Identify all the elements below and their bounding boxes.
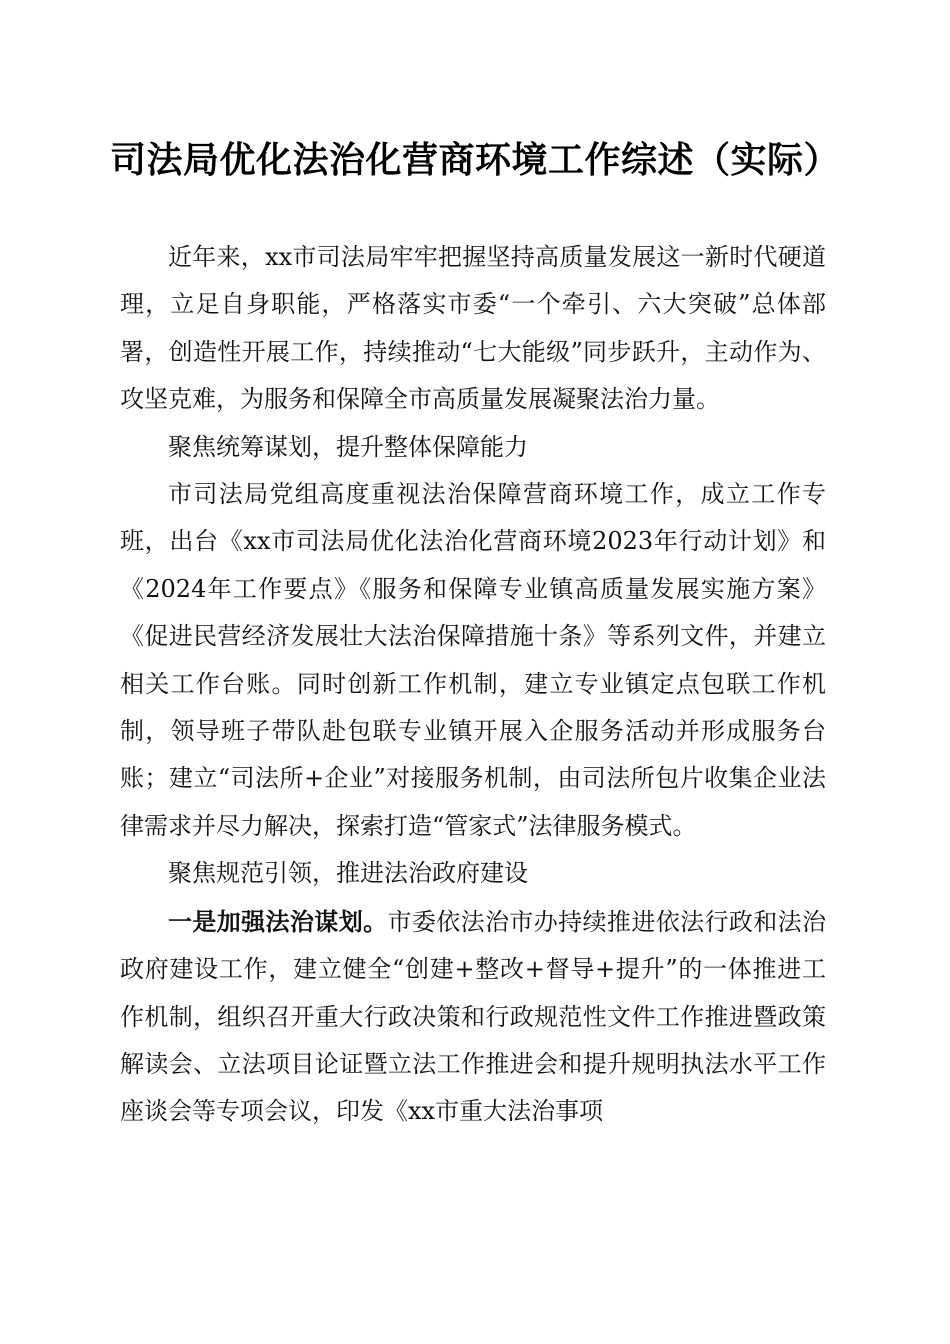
paragraph-planning (120, 471, 826, 850)
paragraph-text: 近年来，xx市司法局牢牢把握坚持高质量发展这一新时代硬道理，立足自身职能，严格落实市委“一个牵引、六大突破”总体部署，创造性开展工作，持续推动“七大能级”同步跃升，主动作为、攻坚克难，为服务和保障全市高质量发展凝聚法治力量。 (120, 243, 826, 414)
paragraph-rule-of-law (120, 898, 826, 1136)
document-title: 司法局优化法治化营商环境工作综述（实际） (109, 139, 840, 181)
section-heading-planning (120, 424, 826, 471)
paragraph-text: 聚焦统筹谋划，提升整体保障能力 (168, 432, 528, 461)
paragraph-text: 市司法局党组高度重视法治保障营商环境工作，成立工作专班，出台《xx市司法局优化法治化营商环境2023年行动计划》和《2024年工作要点》《服务和保障专业镇高质量发展实施方案》《促进民营经济发展壮大法治保障措施十条》等系列文件，并建立相关工作台账。同时创新工作机制，建立专业镇定点包联工作机制，领导班子带队赴包联专业镇开展入企服务活动并形成服务台账；建立“司法所+企业”对接服务机制，由司法所包片收集企业法律需求并尽力解决，探索打造“管家式”法律服务模式。 (120, 480, 826, 840)
paragraph-lead: 一是加强法治谋划。 (168, 906, 388, 936)
paragraph-intro (120, 234, 826, 424)
document-body (120, 234, 826, 1136)
paragraph-text: 聚焦规范引领，推进法治政府建设 (168, 859, 528, 888)
paragraph-text: 市委依法治市办持续推进依法行政和法治政府建设工作，建立健全“创建+整改+督导+提升”的一体推进工作机制，组织召开重大行政决策和行政规范性文件工作推进暨政策解读会、立法项目论证暨立法工作推进会和提升规明执法水平工作座谈会等专项会议，印发《xx市重大法治事项 (120, 907, 827, 1126)
section-heading-rule-of-law (120, 850, 826, 897)
